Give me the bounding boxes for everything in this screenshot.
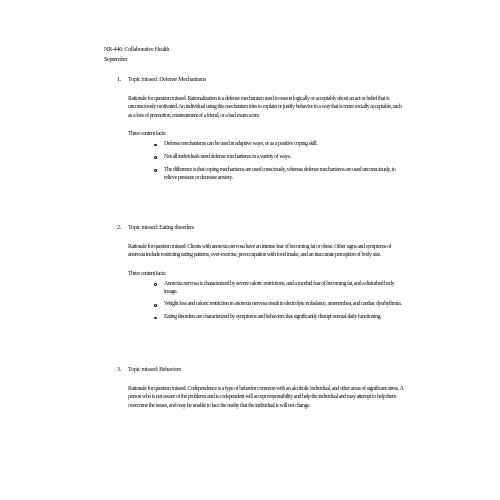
section-heading (104, 224, 404, 232)
fact-text: Not all individuals need defense mechanisms in a variety of ways. (164, 154, 291, 161)
section-number: 1. (117, 76, 121, 83)
document-header (104, 45, 169, 64)
rationale-paragraph: Rationale for question missed: Codependence is a type of behavior common with an alcoholic individual, and other areas of significant stress. A person who is not aware of the problems and is codependent will accept responsibility and help the individual and may attempt to help them overcome the issues, and may be unable to face the reality that the individual is will not change. (128, 386, 404, 409)
section-title: Topic missed: Behaviors (128, 366, 182, 373)
fact-item (164, 154, 404, 162)
section-number: 3. (117, 366, 121, 373)
bullet-circle-icon (154, 304, 157, 307)
rationale-paragraph: Rationale for question missed: Rationalization is a defense mechanism used to reason logically or acceptably about an act or belief that is unconsciously motivated. An individual using this mechanism tries to explain or justify behavior in a way that is more socially acceptable, such as a loss of promotion, mistreatment of a friend, or a bad exam score. (128, 96, 402, 119)
facts-list (104, 281, 404, 322)
fact-text: Weight loss and caloric restriction in anorexia nervosa result in electrolyte imbalance, amenorrhea, and cardiac dysrhythmia. (164, 301, 402, 308)
bullet-circle-icon (154, 144, 157, 147)
content-facts-label: Three content facts: (128, 131, 166, 138)
section-number: 2. (117, 224, 121, 231)
bullet-circle-icon (154, 283, 157, 286)
fact-text: Eating disorders are characterized by symptoms and behaviors that significantly disrupt normal daily functioning. (164, 314, 382, 321)
rationale-paragraph: Rationale for question missed: Clients with anorexia nervosa have an intense fear of becoming fat or obese. Other signs and symptoms of anorexia include restricting eating patterns, over-exercise, preoccupation with food intake, and an inaccurate perception of body size. (128, 244, 392, 259)
month-label: September (104, 55, 128, 63)
section-title: Topic missed: Defense Mechanisms (128, 76, 206, 83)
content-facts-label: Three content facts: (128, 270, 166, 277)
fact-text: Defense mechanisms can be used in adaptive ways, or as a positive coping skill. (164, 141, 318, 148)
fact-item (164, 281, 404, 297)
bullet-circle-icon (154, 317, 157, 320)
fact-item (164, 301, 404, 309)
fact-text: The difference is that coping mechanisms are used consciously, whereas defense mechanisms are used unconsciously, to relieve pressure or decrease anxiety. (164, 166, 396, 181)
bullet-circle-icon (154, 169, 157, 172)
fact-item (164, 314, 404, 322)
section-eating-disorders (104, 224, 404, 327)
section-heading (104, 366, 404, 374)
fact-text: Anorexia nervosa is characterized by severe caloric restrictions, and a morbid fear of becoming fat, and a disturbed body image. (164, 280, 395, 295)
section-defense-mechanisms (104, 76, 404, 187)
section-heading (104, 76, 404, 84)
section-behaviors (104, 366, 404, 410)
facts-list (104, 141, 404, 182)
course-title: NR-446: Collaborative Health (104, 46, 170, 53)
fact-item (164, 141, 404, 149)
section-title: Topic missed: Eating disorders (128, 224, 194, 231)
fact-item (164, 167, 404, 183)
bullet-circle-icon (154, 156, 157, 159)
